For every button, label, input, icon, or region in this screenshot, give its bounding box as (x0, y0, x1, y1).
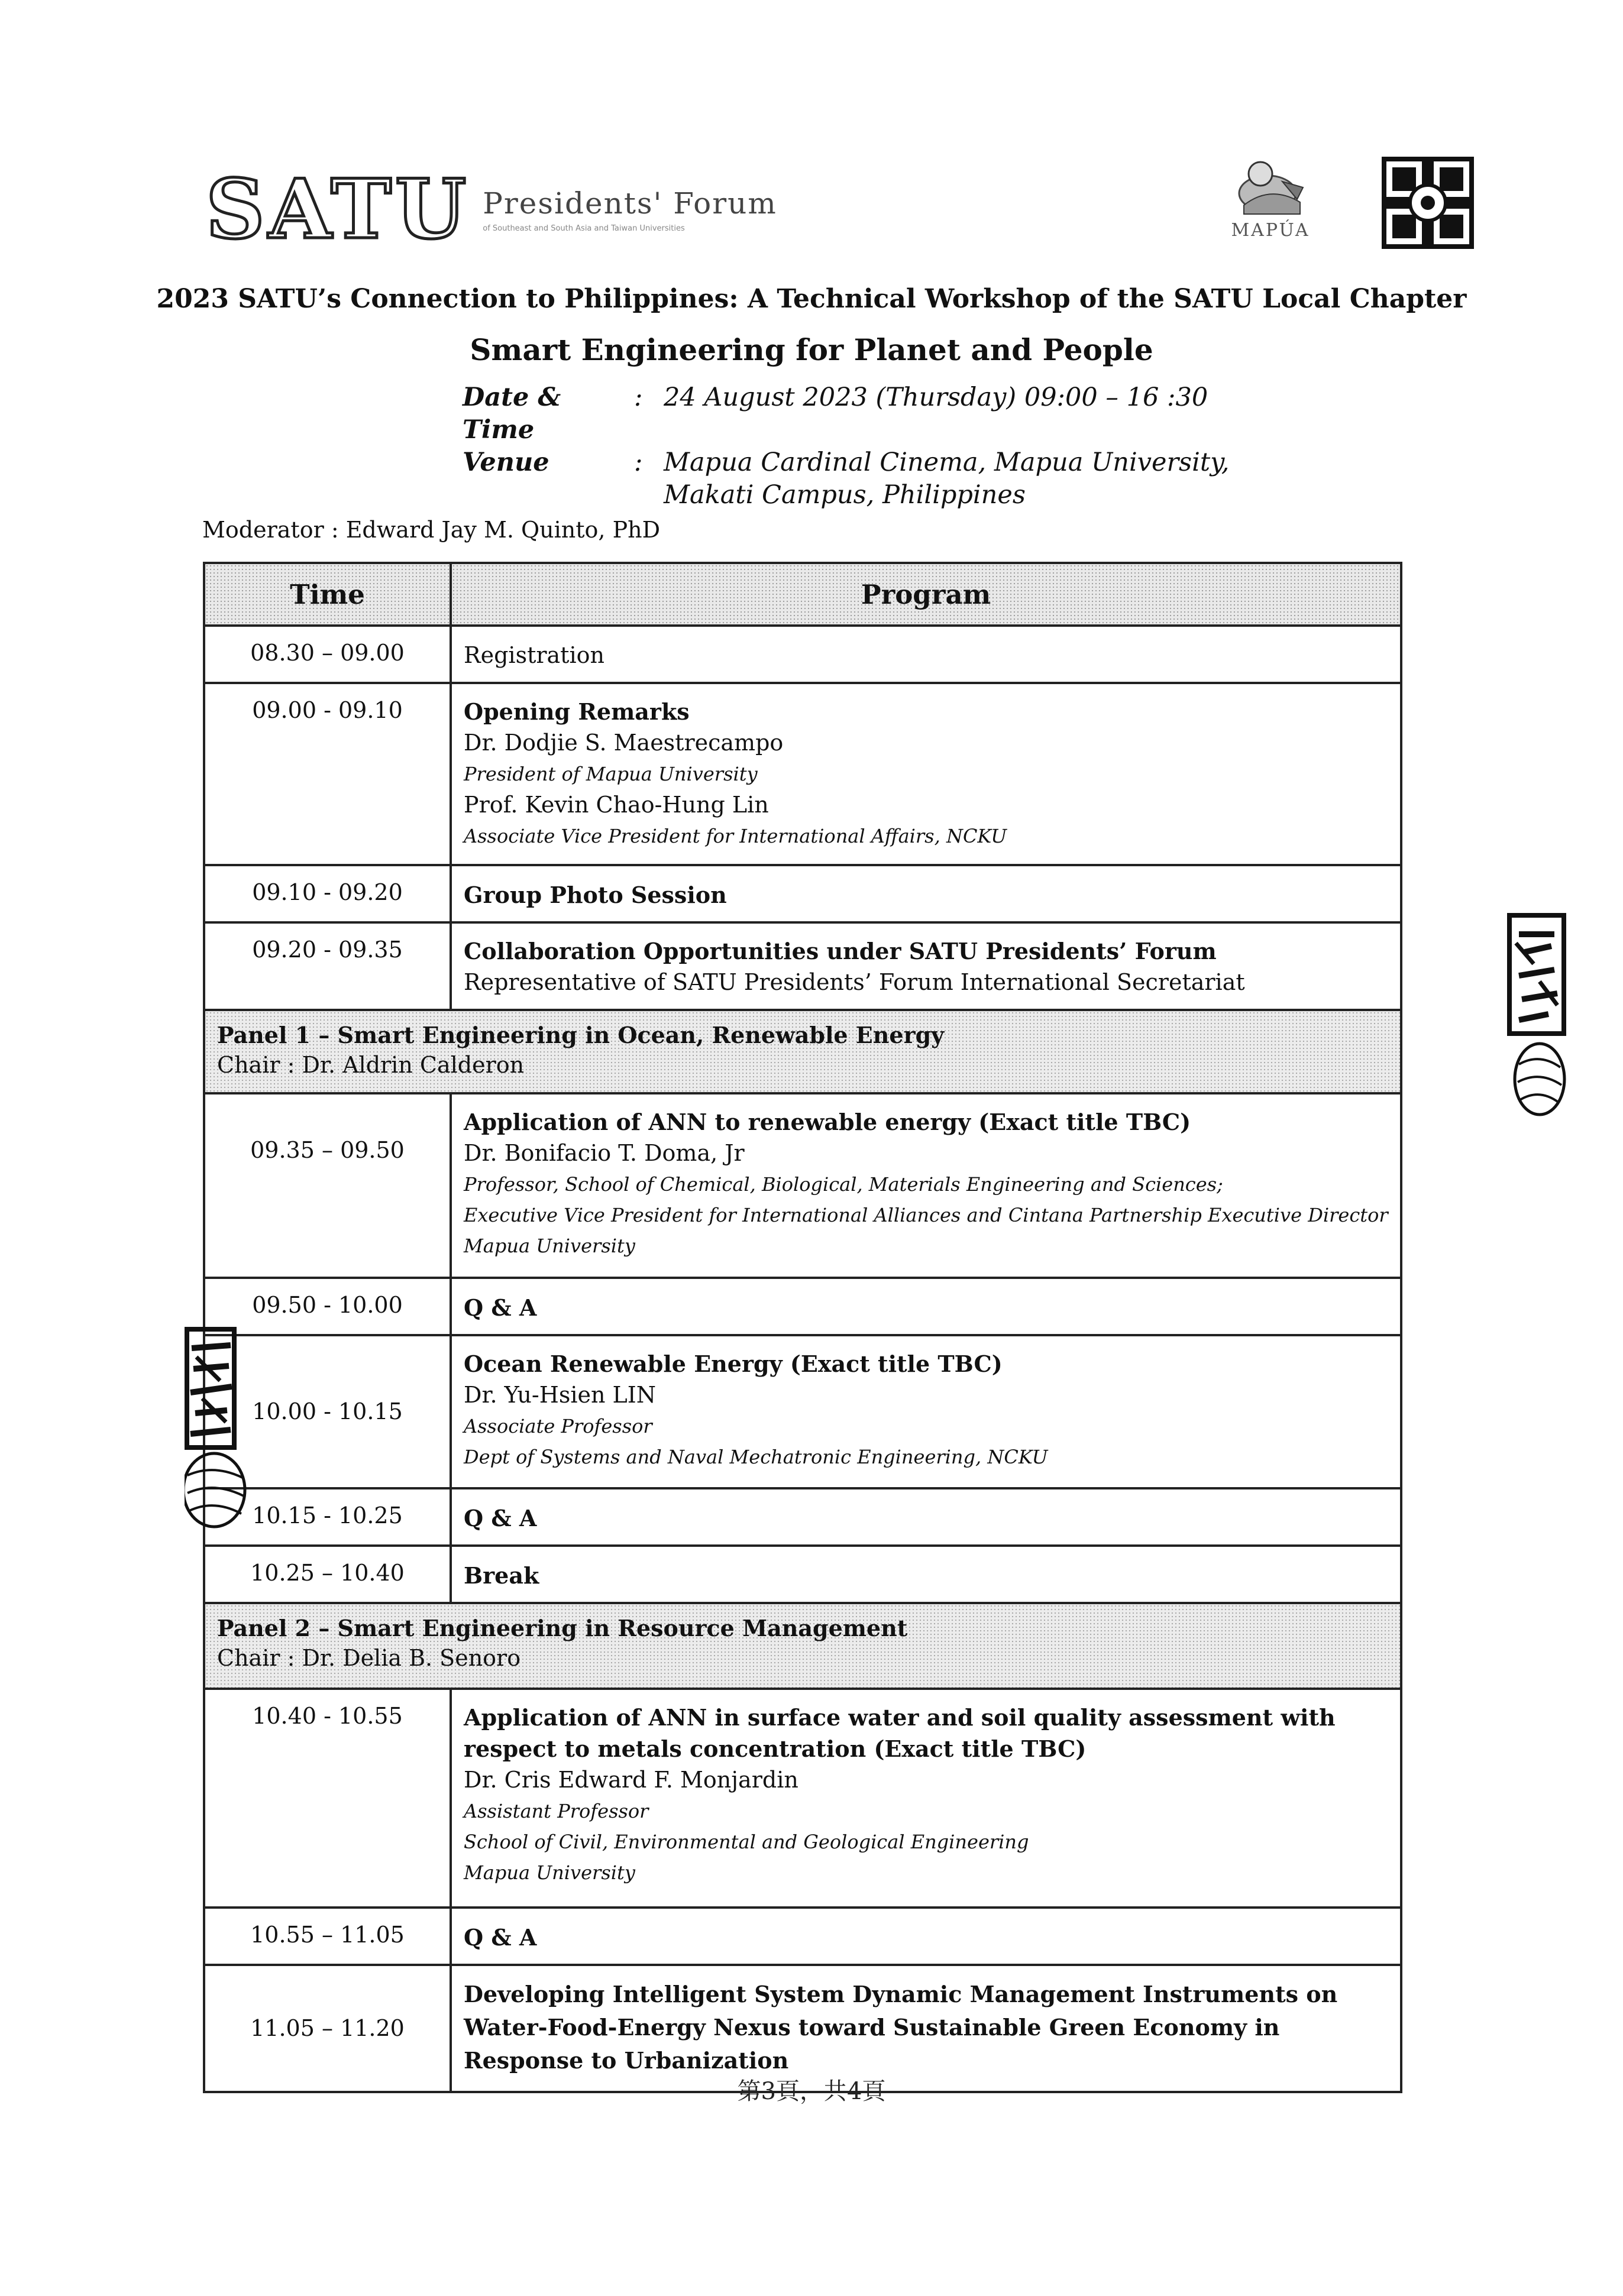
venue-line-1: Mapua Cardinal Cinema, Mapua University, (664, 448, 1230, 477)
seal-stamp-right (1507, 911, 1566, 1123)
venue-line-2: Makati Campus, Philippines (664, 480, 1026, 510)
speaker-role: Executive Vice President for International Alliances and Cintana Partnership Executive Director (464, 1204, 1388, 1226)
venue-separator: : (634, 448, 643, 477)
speaker-name: Dr. Bonifacio T. Doma, Jr (464, 1140, 745, 1166)
table-row (204, 1278, 1401, 1335)
mapua-emblem-icon (1226, 155, 1315, 220)
table-row (204, 1546, 1401, 1603)
date-separator: : (634, 383, 643, 412)
row-time: 09.50 - 10.00 (204, 1278, 451, 1335)
row-time: 09.20 - 09.35 (204, 922, 451, 1010)
row-program (451, 1335, 1401, 1488)
row-time: 10.40 - 10.55 (204, 1689, 451, 1908)
row-program (451, 1278, 1401, 1335)
table-header-row (204, 563, 1401, 626)
speaker-role: Assistant Professor (464, 1800, 649, 1822)
panel-title: Panel 2 – Smart Engineering in Resource Management (217, 1615, 908, 1641)
date-label: Date & Time (463, 383, 561, 445)
speaker-name: Dr. Dodjie S. Maestrecampo (464, 730, 784, 756)
session-title: Collaboration Opportunities under SATU Presidents’ Forum (464, 938, 1217, 964)
ncku-emblem-icon (1382, 157, 1474, 249)
page-footer: 第3頁，共4頁 (737, 2078, 886, 2105)
speaker-affiliation: Dept of Systems and Naval Mechatronic Engineering, NCKU (464, 1446, 1048, 1468)
column-header-program: Program (451, 563, 1401, 626)
session-title: Q & A (464, 1924, 537, 1951)
venue-label: Venue (463, 448, 549, 477)
ncku-logo (1382, 157, 1474, 249)
speaker-name: Dr. Yu-Hsien LIN (464, 1382, 657, 1408)
session-title: Developing Intelligent System Dynamic Management Instruments on Water-Food-Energy Nexus toward Sustainable Green Economy in Response to Urbanization (464, 1981, 1338, 2074)
satu-logo (206, 161, 777, 257)
row-time: 09.35 – 09.50 (204, 1093, 451, 1278)
satu-logo-tagline: of Southeast and South Asia and Taiwan Universities (483, 224, 685, 233)
session-title: Application of ANN to renewable energy (Exact title TBC) (464, 1109, 1191, 1135)
row-program (451, 865, 1401, 922)
row-program (451, 1093, 1401, 1278)
table-row (204, 922, 1401, 1010)
table-row (204, 626, 1401, 683)
session-title: Q & A (464, 1505, 537, 1531)
row-program (451, 1689, 1401, 1908)
speaker-name: Dr. Cris Edward F. Monjardin (464, 1767, 798, 1793)
mapua-logo (1223, 155, 1318, 241)
speaker-affiliation: Mapua University (464, 1235, 635, 1257)
speaker-role: Associate Vice President for International Affairs, NCKU (464, 825, 1007, 847)
panel-chair: Chair : Dr. Aldrin Calderon (217, 1052, 525, 1078)
mapua-logo-text: MAPÚA (1231, 220, 1310, 241)
document-title: 2023 SATU’s Connection to Philippines: A Technical Workshop of the SATU Local Chapter (156, 284, 1467, 314)
table-row (204, 1488, 1401, 1546)
table-row (204, 1908, 1401, 1965)
speaker-role: President of Mapua University (464, 763, 758, 785)
speaker-name: Prof. Kevin Chao-Hung Lin (464, 792, 769, 818)
seal-stamp-left (185, 1325, 250, 1537)
row-time: 10.00 - 10.15 (204, 1335, 451, 1488)
row-time: 09.00 - 09.10 (204, 683, 451, 865)
row-program (451, 1488, 1401, 1546)
panel-chair: Chair : Dr. Delia B. Senoro (217, 1645, 521, 1671)
row-time: 08.30 – 09.00 (204, 626, 451, 683)
date-value: 24 August 2023 (Thursday) 09:00 – 16 :30 (664, 383, 1208, 412)
panel-header (204, 1603, 1401, 1689)
session-title: Application of ANN in surface water and soil quality assessment with respect to metals concentration (Exact title TBC) (464, 1704, 1336, 1762)
table-row (204, 1093, 1401, 1278)
row-time: 10.55 – 11.05 (204, 1908, 451, 1965)
row-program (451, 1908, 1401, 1965)
document-subtitle: Smart Engineering for Planet and People (470, 332, 1153, 367)
speaker-role: Professor, School of Chemical, Biological, Materials Engineering and Sciences; (464, 1173, 1223, 1196)
table-row (204, 865, 1401, 922)
speaker-affiliation: Mapua University (464, 1861, 635, 1884)
table-row (204, 1335, 1401, 1488)
table-row (204, 683, 1401, 865)
panel-header-row (204, 1010, 1401, 1093)
table-row (204, 1689, 1401, 1908)
program-text: Registration (464, 642, 604, 668)
column-header-time: Time (204, 563, 451, 626)
speaker-role: Associate Professor (464, 1415, 652, 1437)
session-title: Opening Remarks (464, 698, 690, 725)
event-info (463, 381, 1229, 511)
row-program (451, 683, 1401, 865)
row-time: 11.05 – 11.20 (204, 1965, 451, 2092)
panel-title: Panel 1 – Smart Engineering in Ocean, Renewable Energy (217, 1022, 945, 1048)
speaker-role: School of Civil, Environmental and Geological Engineering (464, 1831, 1029, 1853)
row-time: 10.15 - 10.25 (204, 1488, 451, 1546)
satu-logo-wordmark: SATU (206, 161, 470, 257)
seal-stamp-icon (185, 1325, 250, 1537)
session-title: Break (464, 1562, 539, 1589)
satu-logo-subtitle: Presidents' Forum (483, 186, 777, 221)
session-title: Group Photo Session (464, 882, 727, 908)
seal-stamp-icon (1507, 911, 1566, 1123)
moderator-line: Moderator : Edward Jay M. Quinto, PhD (202, 517, 661, 543)
panel-header-row (204, 1603, 1401, 1689)
row-program (451, 1546, 1401, 1603)
program-table (203, 562, 1402, 2093)
row-program (451, 922, 1401, 1010)
row-time: 09.10 - 09.20 (204, 865, 451, 922)
session-title: Ocean Renewable Energy (Exact title TBC) (464, 1351, 1003, 1377)
session-title: Q & A (464, 1294, 537, 1321)
panel-header (204, 1010, 1401, 1093)
row-time: 10.25 – 10.40 (204, 1546, 451, 1603)
program-text: Representative of SATU Presidents’ Forum International Secretariat (464, 969, 1245, 995)
row-program (451, 626, 1401, 683)
